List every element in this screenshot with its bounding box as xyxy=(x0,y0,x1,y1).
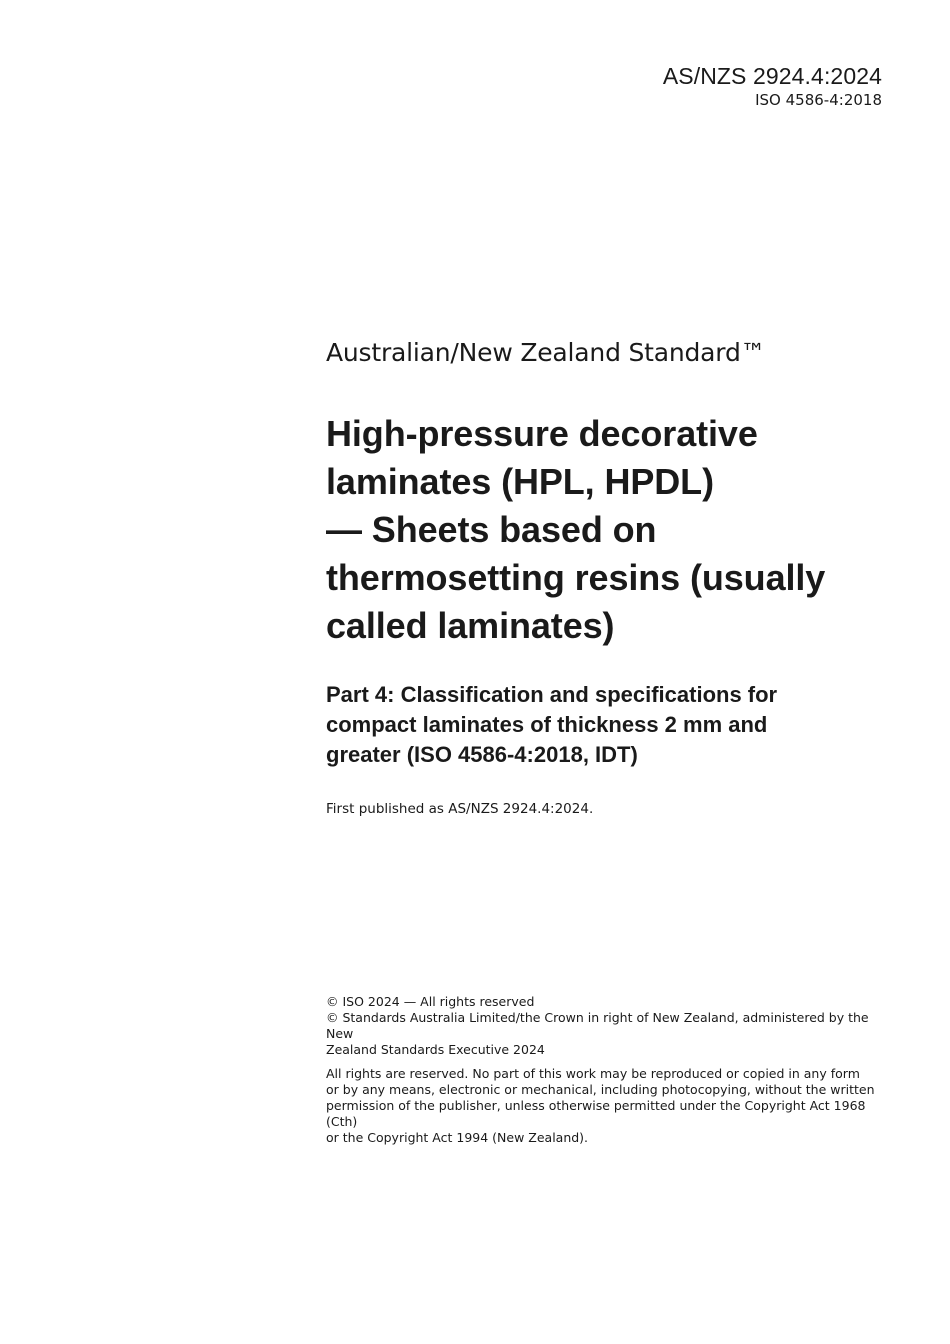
document-title xyxy=(326,410,896,650)
title-line: — Sheets based on xyxy=(326,509,657,550)
subtitle-line: compact laminates of thickness 2 mm and xyxy=(326,712,768,737)
subtitle-line: Part 4: Classification and specifications for xyxy=(326,682,778,707)
document-codes xyxy=(663,62,882,110)
title-line: thermosetting resins (usually xyxy=(326,557,826,598)
standard-number: AS/NZS 2924.4:2024 xyxy=(662,63,882,89)
title-line: called laminates) xyxy=(326,605,615,646)
sa-copyright xyxy=(326,1010,886,1058)
document-subtitle xyxy=(326,680,836,770)
title-line: laminates (HPL, HPDL) xyxy=(326,461,714,502)
sa-copyright-line: © Standards Australia Limited/the Crown in right of New Zealand, administered by the New xyxy=(326,1010,869,1041)
rights-line: or the Copyright Act 1994 (New Zealand). xyxy=(326,1130,589,1145)
sa-copyright-line: Zealand Standards Executive 2024 xyxy=(326,1042,545,1057)
rights-statement xyxy=(326,1066,886,1146)
iso-copyright: © ISO 2024 — All rights reserved xyxy=(326,994,535,1009)
cover-main xyxy=(326,336,896,818)
rights-line: All rights are reserved. No part of this work may be reproduced or copied in any form xyxy=(326,1066,860,1081)
publication-note: First published as AS/NZS 2924.4:2024. xyxy=(326,801,594,817)
rights-line: permission of the publisher, unless otherwise permitted under the Copyright Act 1968 (Cth) xyxy=(326,1098,866,1129)
standard-kicker: Australian/New Zealand Standard™ xyxy=(326,338,766,367)
subtitle-line: greater (ISO 4586-4:2018, IDT) xyxy=(326,742,638,767)
title-line: High-pressure decorative xyxy=(326,413,758,454)
iso-number: ISO 4586-4:2018 xyxy=(755,91,882,109)
legal-notice xyxy=(326,994,886,1146)
rights-line: or by any means, electronic or mechanical, including photocopying, without the written xyxy=(326,1082,875,1097)
